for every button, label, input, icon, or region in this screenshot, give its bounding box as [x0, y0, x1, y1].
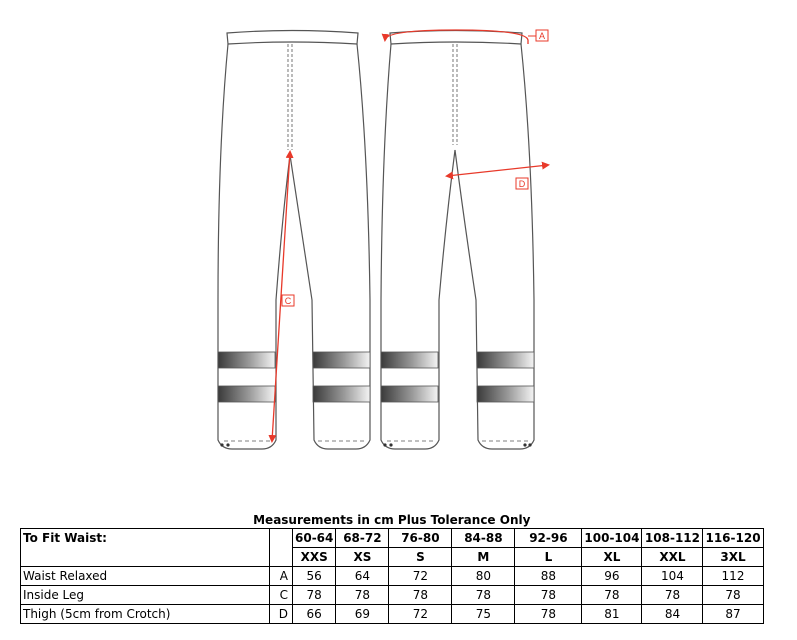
- table-title-row: [21, 512, 764, 529]
- value-cell: 84: [642, 605, 703, 624]
- row-label: Thigh (5cm from Crotch): [21, 605, 270, 624]
- value-cell: 78: [336, 586, 389, 605]
- size-cell: L: [515, 548, 582, 567]
- size-cell: XS: [336, 548, 389, 567]
- size-cell: M: [452, 548, 515, 567]
- value-cell: 78: [389, 586, 452, 605]
- value-cell: 72: [389, 605, 452, 624]
- callout-c: [282, 295, 294, 306]
- code-header: [270, 529, 293, 548]
- size-cell: S: [389, 548, 452, 567]
- size-cell: 3XL: [703, 548, 763, 567]
- back-waistband: [390, 31, 522, 45]
- value-cell: 78: [642, 586, 703, 605]
- hem-snap-buttons: [220, 443, 531, 446]
- value-cell: 75: [452, 605, 515, 624]
- value-cell: 96: [582, 567, 642, 586]
- table-row-inside-leg: [21, 586, 764, 605]
- waist-range-cell: 60-64: [293, 529, 336, 548]
- value-cell: 56: [293, 567, 336, 586]
- svg-text:A: A: [538, 31, 546, 41]
- waist-range-row: [21, 529, 764, 548]
- size-chart-table: [20, 512, 764, 624]
- svg-text:C: C: [284, 296, 292, 306]
- value-cell: 78: [452, 586, 515, 605]
- size-row-spacer: [21, 548, 270, 567]
- waist-range-cell: 108-112: [642, 529, 703, 548]
- value-cell: 78: [582, 586, 642, 605]
- value-cell: 112: [703, 567, 763, 586]
- value-cell: 104: [642, 567, 703, 586]
- row-code: C: [270, 586, 293, 605]
- value-cell: 81: [582, 605, 642, 624]
- value-cell: 72: [389, 567, 452, 586]
- svg-text:D: D: [518, 179, 526, 189]
- value-cell: 78: [703, 586, 763, 605]
- value-cell: 80: [452, 567, 515, 586]
- fit-waist-label: To Fit Waist:: [21, 529, 270, 548]
- value-cell: 78: [515, 586, 582, 605]
- value-cell: 64: [336, 567, 389, 586]
- size-cell: XL: [582, 548, 642, 567]
- table-title: Measurements in cm Plus Tolerance Only: [21, 512, 764, 529]
- value-cell: 87: [703, 605, 763, 624]
- row-label: Waist Relaxed: [21, 567, 270, 586]
- value-cell: 69: [336, 605, 389, 624]
- value-cell: 66: [293, 605, 336, 624]
- size-cell: XXL: [642, 548, 703, 567]
- arrow-d-thigh: [447, 165, 548, 176]
- waist-range-cell: 116-120: [703, 529, 763, 548]
- callout-a: [528, 30, 548, 41]
- table-row-waist-relaxed: [21, 567, 764, 586]
- row-label: Inside Leg: [21, 586, 270, 605]
- size-cell: XXS: [293, 548, 336, 567]
- waist-range-cell: 100-104: [582, 529, 642, 548]
- waist-range-cell: 84-88: [452, 529, 515, 548]
- table-row-thigh: [21, 605, 764, 624]
- row-code: D: [270, 605, 293, 624]
- row-code: A: [270, 567, 293, 586]
- size-code-spacer: [270, 548, 293, 567]
- waist-range-cell: 68-72: [336, 529, 389, 548]
- callout-d: [516, 178, 528, 189]
- front-waistband: [227, 31, 358, 45]
- value-cell: 78: [515, 605, 582, 624]
- waist-range-cell: 92-96: [515, 529, 582, 548]
- waist-range-cell: 76-80: [389, 529, 452, 548]
- value-cell: 78: [293, 586, 336, 605]
- back-reflective-bands: [381, 352, 534, 402]
- size-label-row: [21, 548, 764, 567]
- value-cell: 88: [515, 567, 582, 586]
- front-reflective-bands: [218, 352, 370, 402]
